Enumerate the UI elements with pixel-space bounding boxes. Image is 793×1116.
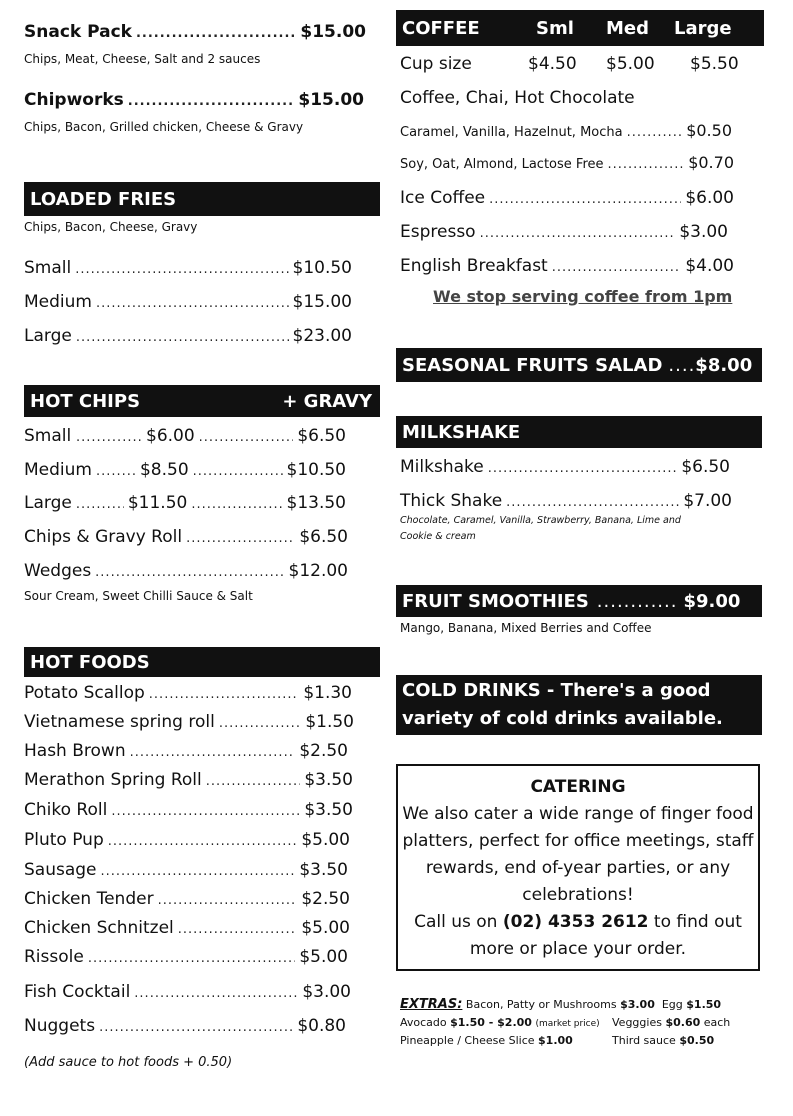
cold-drinks-line1: COLD DRINKS - There's a good <box>402 680 711 701</box>
section-price: $8.00 <box>695 354 753 376</box>
item-name: Chiko Roll <box>24 800 108 820</box>
dot-leader <box>178 922 298 937</box>
extra-bacon-label: Bacon, Patty or Mushrooms <box>465 998 617 1011</box>
item-price: $2.50 <box>299 741 348 761</box>
catering-box <box>396 764 760 971</box>
item-price: $3.50 <box>304 800 353 820</box>
item-name: Large <box>24 493 72 513</box>
menu-item <box>24 683 352 703</box>
menu-item-chipworks <box>24 90 364 110</box>
dot-leader <box>489 192 681 207</box>
extra-veggies-price: $0.60 <box>665 1016 701 1029</box>
extra-veggies-label: Vegggies <box>612 1016 662 1029</box>
dot-leader <box>488 461 678 476</box>
section-subtitle: + GRAVY <box>282 390 372 412</box>
menu-item <box>24 258 352 278</box>
menu-item <box>24 770 353 790</box>
catering-line1: We also cater a wide range of finger food <box>402 804 754 824</box>
item-name: Large <box>24 326 72 346</box>
addon-item <box>400 153 734 172</box>
snack-pack-desc: Chips, Meat, Cheese, Salt and 2 sauces <box>24 52 261 66</box>
item-name: Vietnamese spring roll <box>24 712 215 732</box>
item-price: $6.00 <box>685 188 734 208</box>
dot-leader <box>191 497 282 512</box>
section-title: HOT CHIPS <box>30 390 141 412</box>
menu-item <box>24 889 350 909</box>
wedges-desc: Sour Cream, Sweet Chilli Sauce & Salt <box>24 589 253 603</box>
menu-item-sized <box>24 426 346 446</box>
dot-leader <box>552 260 682 275</box>
item-price: $3.50 <box>304 770 353 790</box>
item-name: Caramel, Vanilla, Hazelnut, Mocha <box>400 125 623 140</box>
item-price: $6.50 <box>681 457 730 477</box>
hot-foods-footnote: (Add sauce to hot foods + 0.50) <box>24 1055 233 1070</box>
item-name: Thick Shake <box>400 491 503 511</box>
item-price: $5.00 <box>301 918 350 938</box>
section-header-hot-chips <box>24 385 380 417</box>
dot-leader <box>130 745 296 760</box>
size-label-small: Sml <box>536 18 574 39</box>
extra-avocado-label: Avocado <box>400 1016 447 1029</box>
milkshake-flavours-line1: Chocolate, Caramel, Vanilla, Strawberry, Banana, Lime and <box>400 515 681 526</box>
item-price: $0.50 <box>686 121 732 140</box>
chipworks-desc: Chips, Bacon, Grilled chicken, Cheese & Gravy <box>24 120 304 134</box>
item-name: Medium <box>24 460 92 480</box>
dot-leader <box>88 951 295 966</box>
menu-item <box>400 491 732 511</box>
catering-call-suffix: to find out <box>653 912 742 932</box>
item-name: Chicken Tender <box>24 889 154 909</box>
menu-item <box>24 712 354 732</box>
item-name: Merathon Spring Roll <box>24 770 202 790</box>
dot-leader: ............ <box>596 590 678 612</box>
dot-leader <box>128 94 295 109</box>
catering-line3: rewards, end of-year parties, or any <box>425 858 731 878</box>
dot-leader <box>206 774 301 789</box>
extra-veggies-suffix: each <box>703 1016 731 1029</box>
item-name: Milkshake <box>400 457 484 477</box>
menu-item <box>400 188 734 208</box>
coffee-hours-notice: We stop serving coffee from 1pm <box>433 287 733 306</box>
item-price: $2.50 <box>301 889 350 909</box>
extra-sauce <box>612 1032 714 1050</box>
dot-leader <box>219 716 302 731</box>
menu-item-sized <box>24 460 346 480</box>
item-name: Chicken Schnitzel <box>24 918 174 938</box>
menu-item <box>400 457 730 477</box>
section-title: HOT FOODS <box>30 651 150 673</box>
dot-leader <box>186 531 295 546</box>
item-name: Sausage <box>24 860 97 880</box>
item-name: Pluto Pup <box>24 830 104 850</box>
dot-leader <box>111 804 300 819</box>
dot-leader <box>149 687 300 702</box>
item-name: Snack Pack <box>24 22 132 42</box>
item-price: $10.50 <box>292 258 352 278</box>
section-header-milkshake <box>396 416 762 448</box>
addon-item <box>400 121 732 140</box>
dot-leader <box>95 565 284 580</box>
section-title: LOADED FRIES <box>30 188 177 210</box>
item-price: $0.70 <box>688 153 734 172</box>
item-price: $11.50 <box>127 493 188 513</box>
menu-item <box>24 527 348 547</box>
menu-item <box>24 1016 346 1036</box>
item-price: $23.00 <box>292 326 352 346</box>
section-header-cold-drinks <box>396 675 762 735</box>
dot-leader <box>158 893 298 908</box>
section-header-hot-foods <box>24 647 380 677</box>
menu-item <box>24 292 352 312</box>
milkshake-flavours-line2: Cookie & cream <box>400 531 476 542</box>
gravy-price: $6.50 <box>297 426 346 446</box>
cup-size-label: Cup size <box>400 54 472 74</box>
dot-leader <box>627 125 683 140</box>
section-title: MILKSHAKE <box>402 421 521 443</box>
gravy-price: $13.50 <box>286 493 346 513</box>
section-header-loaded-fries <box>24 182 380 216</box>
catering-title: CATERING <box>530 777 626 797</box>
item-price: $8.50 <box>139 460 189 480</box>
dot-leader <box>193 464 283 479</box>
dot-leader <box>199 430 294 445</box>
cup-price-medium: $5.00 <box>606 54 655 74</box>
item-price: $3.00 <box>679 222 728 242</box>
extra-pineapple-price: $1.00 <box>538 1034 573 1047</box>
extra-egg-label: Egg <box>661 998 683 1011</box>
menu-item <box>24 561 348 581</box>
dot-leader <box>480 226 676 241</box>
cup-price-large: $5.50 <box>690 54 739 74</box>
dot-leader <box>99 1020 293 1035</box>
extras-line1 <box>400 996 760 1014</box>
item-price: $4.00 <box>685 256 734 276</box>
menu-item <box>24 800 353 820</box>
dot-leader <box>76 330 289 345</box>
section-header-coffee <box>396 10 764 46</box>
smoothies-desc: Mango, Banana, Mixed Berries and Coffee <box>400 621 652 635</box>
extra-sauce-price: $0.50 <box>679 1034 715 1047</box>
item-name: Nuggets <box>24 1016 96 1036</box>
cup-price-small: $4.50 <box>528 54 577 74</box>
extras-line2 <box>400 1014 760 1032</box>
item-name: Hash Brown <box>24 741 126 761</box>
item-price: $6.00 <box>146 426 195 446</box>
cold-drinks-line2: variety of cold drinks available. <box>402 708 723 729</box>
gravy-price: $10.50 <box>286 460 346 480</box>
item-name: Potato Scallop <box>24 683 145 703</box>
item-price: $12.00 <box>288 561 348 581</box>
menu-item-snack-pack <box>24 22 366 42</box>
item-price: $15.00 <box>298 90 364 110</box>
catering-line6: more or place your order. <box>469 939 687 959</box>
extras-block <box>400 996 760 1050</box>
size-label-large: Large <box>674 18 732 39</box>
extra-sauce-label: Third sauce <box>612 1034 676 1047</box>
menu-item <box>24 830 350 850</box>
item-name: Small <box>24 426 72 446</box>
dot-leader <box>506 495 679 510</box>
section-title: FRUIT SMOOTHIES <box>402 590 589 612</box>
menu-item <box>400 256 734 276</box>
dot-leader <box>134 986 298 1001</box>
item-name: Chips & Gravy Roll <box>24 527 183 547</box>
item-price: $0.80 <box>297 1016 346 1036</box>
extras-line3 <box>400 1032 760 1050</box>
dot-leader <box>76 497 124 512</box>
item-price: $3.00 <box>302 982 351 1002</box>
menu-item <box>24 326 352 346</box>
item-price: $15.00 <box>292 292 352 312</box>
dot-leader <box>76 430 142 445</box>
catering-call-prefix: Call us on <box>414 912 498 932</box>
menu-item <box>400 222 728 242</box>
extra-egg-price: $1.50 <box>686 998 722 1011</box>
catering-line4: celebrations! <box>522 885 634 905</box>
extra-bacon-price: $3.00 <box>620 998 655 1011</box>
coffee-types: Coffee, Chai, Hot Chocolate <box>400 88 635 108</box>
section-header-smoothies <box>396 585 762 617</box>
dot-leader <box>101 864 296 879</box>
extra-avocado-price: $1.50 - $2.00 <box>450 1016 532 1029</box>
dot-leader <box>75 262 288 277</box>
size-label-medium: Med <box>606 18 650 39</box>
item-name: Soy, Oat, Almond, Lactose Free <box>400 157 604 172</box>
item-price: $6.50 <box>299 527 348 547</box>
dot-leader <box>608 157 685 172</box>
extra-veggies <box>612 1014 730 1032</box>
menu-item <box>24 741 348 761</box>
menu-item <box>24 947 348 967</box>
menu-item-sized <box>24 493 346 513</box>
item-name: Chipworks <box>24 90 124 110</box>
item-name: English Breakfast <box>400 256 548 276</box>
extra-pineapple-label: Pineapple / Cheese Slice <box>400 1034 535 1047</box>
menu-item <box>24 918 350 938</box>
item-price: $3.50 <box>299 860 348 880</box>
dot-leader <box>108 834 298 849</box>
extra-avocado-note: (market price) <box>535 1019 600 1029</box>
item-name: Medium <box>24 292 92 312</box>
section-title: COFFEE <box>402 18 480 39</box>
dot-leader <box>96 296 289 311</box>
item-name: Ice Coffee <box>400 188 486 208</box>
menu-item <box>24 860 348 880</box>
item-price: $5.00 <box>301 830 350 850</box>
item-price: $15.00 <box>300 22 366 42</box>
item-price: $7.00 <box>683 491 732 511</box>
item-name: Fish Cocktail <box>24 982 131 1002</box>
dot-leader: .... <box>668 354 696 376</box>
item-price: $1.50 <box>305 712 354 732</box>
item-name: Espresso <box>400 222 476 242</box>
section-header-fruit-salad <box>396 348 762 382</box>
menu-item <box>24 982 351 1002</box>
item-price: $1.30 <box>303 683 352 703</box>
extras-title: EXTRAS: <box>400 997 463 1012</box>
item-name: Rissole <box>24 947 84 967</box>
catering-line5 <box>398 909 758 936</box>
item-name: Small <box>24 258 72 278</box>
item-price: $5.00 <box>299 947 348 967</box>
section-title: SEASONAL FRUITS SALAD <box>402 354 663 376</box>
dot-leader <box>136 26 296 41</box>
item-name: Wedges <box>24 561 92 581</box>
dot-leader <box>96 464 136 479</box>
loaded-fries-desc: Chips, Bacon, Cheese, Gravy <box>24 220 198 234</box>
section-price: $9.00 <box>683 590 741 612</box>
catering-line2: platters, perfect for office meetings, staff <box>402 831 754 851</box>
catering-phone[interactable]: (02) 4353 2612 <box>502 912 649 932</box>
